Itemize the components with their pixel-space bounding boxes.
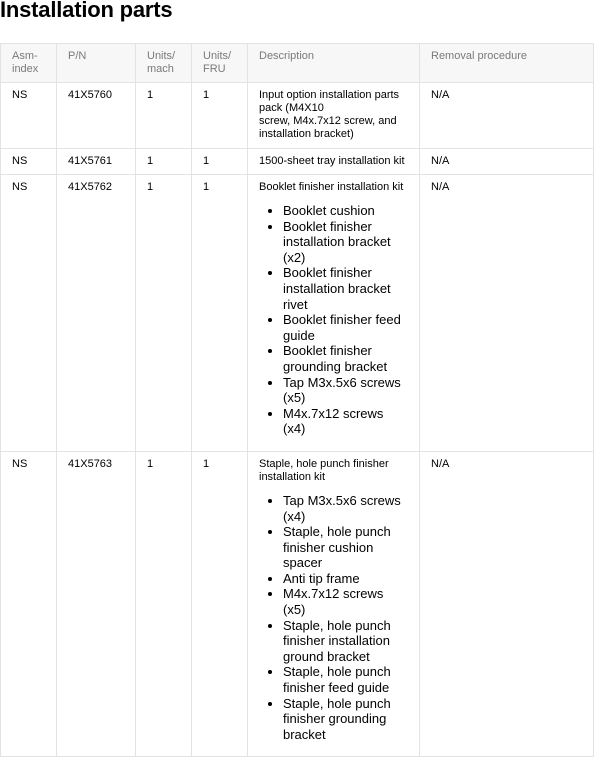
list-item: • Staple, hole punch finisher installation ground bracket <box>283 618 409 665</box>
cell-description <box>248 451 420 757</box>
column-header-units-fru: Units/ FRU <box>192 44 248 83</box>
column-header-description: Description <box>248 44 420 83</box>
kit-contents-list <box>259 493 409 743</box>
page-title: Installation parts <box>0 0 173 22</box>
list-item: • M4x.7x12 screws (x4) <box>283 406 409 437</box>
table-row <box>1 451 594 757</box>
table-row <box>1 175 594 452</box>
cell-units-fru: 1 <box>192 175 248 452</box>
cell-removal-procedure: N/A <box>420 83 594 149</box>
list-item: • Anti tip frame <box>283 571 409 587</box>
cell-pn: 41X5761 <box>57 149 136 175</box>
cell-asm-index: NS <box>1 451 57 757</box>
cell-removal-procedure: N/A <box>420 175 594 452</box>
cell-asm-index: NS <box>1 175 57 452</box>
cell-pn: 41X5760 <box>57 83 136 149</box>
cell-removal-procedure: N/A <box>420 451 594 757</box>
cell-pn: 41X5762 <box>57 175 136 452</box>
cell-asm-index: NS <box>1 83 57 149</box>
column-header-asm-index: Asm- index <box>1 44 57 83</box>
cell-units-mach: 1 <box>136 83 192 149</box>
description-text: Booklet finisher installation kit <box>259 181 404 193</box>
list-item: • Booklet finisher installation bracket rivet <box>283 265 409 312</box>
list-item: • Staple, hole punch finisher feed guide <box>283 664 409 695</box>
list-item: • Booklet cushion <box>283 203 409 219</box>
cell-units-mach: 1 <box>136 175 192 452</box>
cell-units-mach: 1 <box>136 451 192 757</box>
cell-description <box>248 83 420 149</box>
cell-removal-procedure: N/A <box>420 149 594 175</box>
cell-units-mach: 1 <box>136 149 192 175</box>
table-row <box>1 83 594 149</box>
installation-parts-table <box>0 43 594 757</box>
cell-units-fru: 1 <box>192 83 248 149</box>
list-item: • Staple, hole punch finisher grounding bracket <box>283 696 409 743</box>
description-text: 1500-sheet tray installation kit <box>259 155 405 167</box>
kit-contents-list <box>259 203 409 437</box>
column-header-units-mach: Units/ mach <box>136 44 192 83</box>
cell-units-fru: 1 <box>192 451 248 757</box>
list-item: • Tap M3x.5x6 screws (x4) <box>283 493 409 524</box>
cell-pn: 41X5763 <box>57 451 136 757</box>
table-header-row <box>1 44 594 83</box>
list-item: • M4x.7x12 screws (x5) <box>283 586 409 617</box>
description-text: Staple, hole punch finisher installation kit <box>259 457 389 483</box>
table-row <box>1 149 594 175</box>
list-item: • Staple, hole punch finisher cushion spacer <box>283 524 409 571</box>
cell-asm-index: NS <box>1 149 57 175</box>
column-header-pn: P/N <box>57 44 136 83</box>
list-item: • Tap M3x.5x6 screws (x5) <box>283 375 409 406</box>
description-text: Input option installation parts pack (M4X10 screw, M4x.7x12 screw, and installation bracket) <box>259 89 400 140</box>
list-item: • Booklet finisher feed guide <box>283 312 409 343</box>
list-item: • Booklet finisher grounding bracket <box>283 343 409 374</box>
column-header-removal-procedure: Removal procedure <box>420 44 594 83</box>
cell-description <box>248 175 420 452</box>
list-item: • Booklet finisher installation bracket (x2) <box>283 219 409 266</box>
cell-description <box>248 149 420 175</box>
cell-units-fru: 1 <box>192 149 248 175</box>
